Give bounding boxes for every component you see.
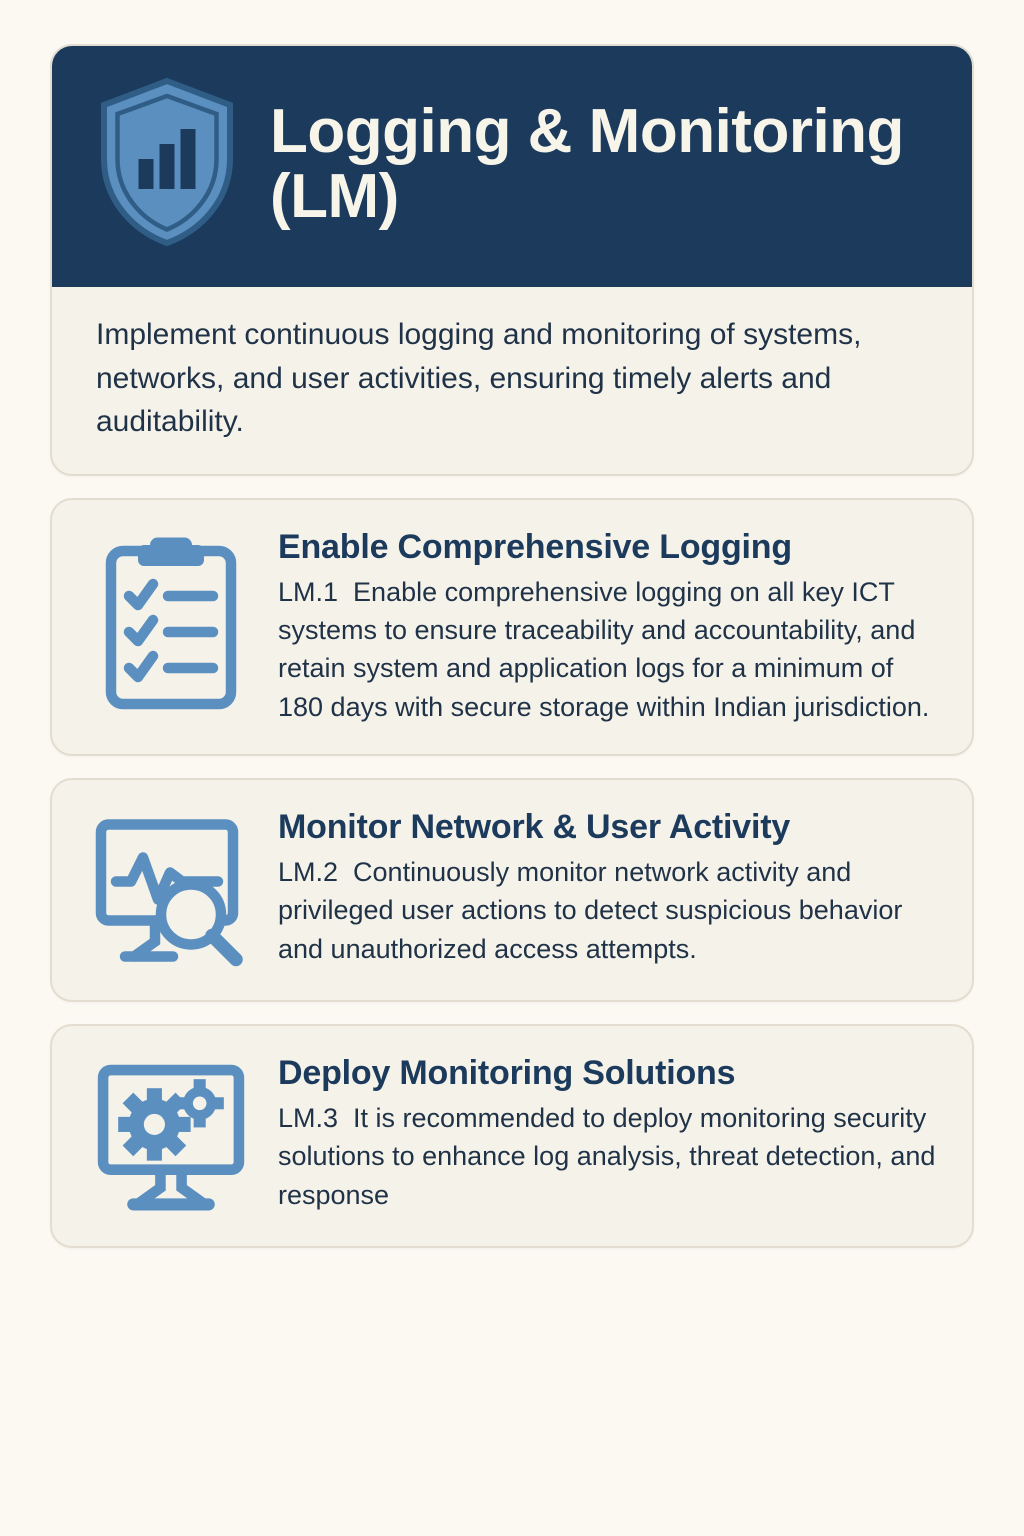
header-description: Implement continuous logging and monitoring of systems, networks, and user activities, ensuring timely alerts and auditability. <box>96 318 862 438</box>
item-code-lm2: LM.2 <box>278 857 339 887</box>
item-card-lm1 <box>50 498 974 756</box>
item-description-lm1 <box>278 573 942 726</box>
monitor-activity-search-icon <box>86 806 256 972</box>
shield-chart-icon <box>92 72 242 257</box>
item-text-lm2 <box>278 806 942 968</box>
item-description-lm2 <box>278 853 942 968</box>
item-text-lm1 <box>278 526 942 726</box>
item-text-lm3 <box>278 1052 942 1214</box>
header-card <box>50 44 974 476</box>
clipboard-checklist-icon <box>86 526 256 717</box>
item-desc-text-lm2: Continuously monitor network activity and privileged user actions to detect suspicious behavior and unauthorized access attempts. <box>278 857 903 964</box>
item-desc-text-lm3: It is recommended to deploy monitoring security solutions to enhance log analysis, threat detection, and response <box>278 1103 936 1210</box>
header-body <box>52 287 972 474</box>
monitor-gears-icon <box>86 1052 256 1218</box>
item-title-lm2: Monitor Network & User Activity <box>278 807 791 846</box>
item-card-lm3 <box>50 1024 974 1248</box>
item-code-lm3: LM.3 <box>278 1103 339 1133</box>
item-code-lm1: LM.1 <box>278 576 339 607</box>
item-title-lm3: Deploy Monitoring Solutions <box>278 1053 736 1092</box>
page-title: Logging & Monitoring (LM) <box>270 97 904 231</box>
item-card-lm2 <box>50 778 974 1002</box>
item-desc-text-lm1: Enable comprehensive logging on all key ICT systems to ensure traceability and accountability, and retain system and application logs for a minimum of 180 days with secure storage within Indian jurisdiction. <box>278 576 930 722</box>
item-description-lm3 <box>278 1099 942 1214</box>
header-band <box>52 46 972 287</box>
item-title-lm1: Enable Comprehensive Logging <box>278 527 792 566</box>
